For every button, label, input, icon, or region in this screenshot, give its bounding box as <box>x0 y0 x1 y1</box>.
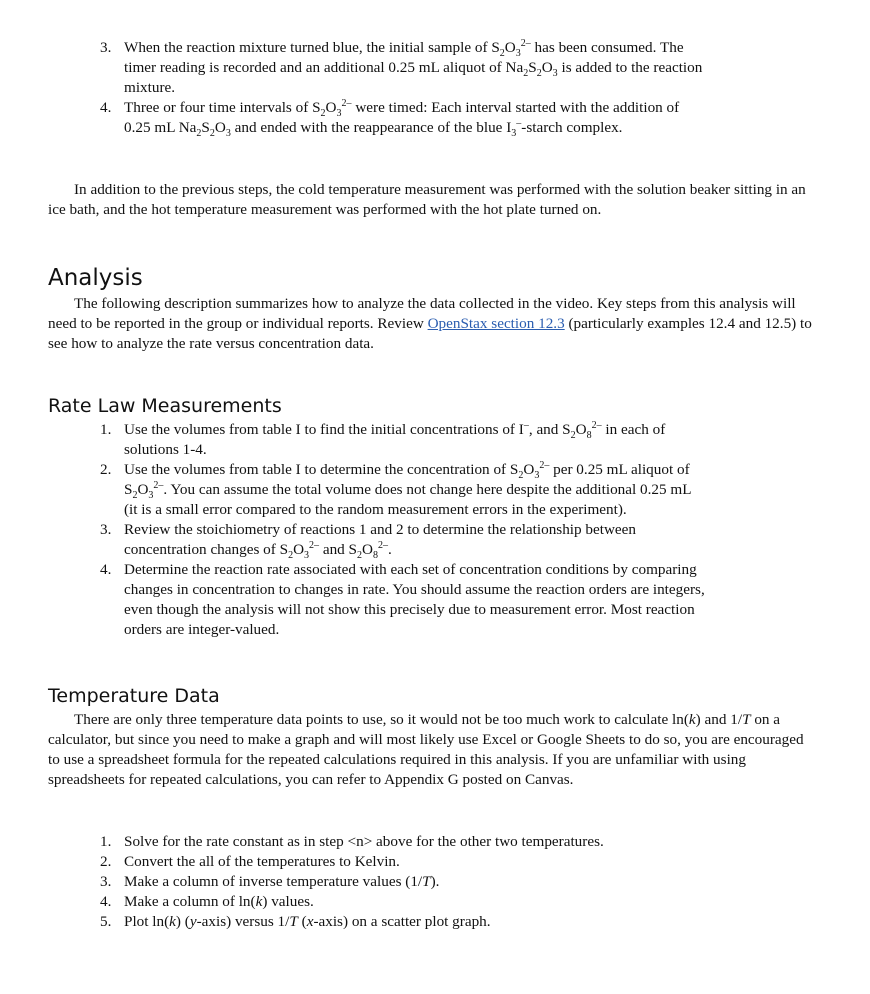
list-number: 2. <box>100 853 112 870</box>
list-number: 2. <box>100 461 112 478</box>
step-text: Solve for the rate constant as in step <n> above for the other two temperatures. <box>124 833 604 850</box>
step-text: Determine the reaction rate associated with each set of concentration conditions by comparing changes in concentration to changes in rate. You should assume the reaction orders are integers, even though the analysis will not show this precisely due to measurement error. Most reaction orders are integer-valued. <box>124 561 705 638</box>
step-text: When the reaction mixture turned blue, the initial sample of $S_2O_3^{2-}$ has been consumed. The timer reading is recorded and an additional 0.25 mL aliquot of $Na_2S_2O_3$ is added to the reaction mixture. <box>124 37 703 96</box>
list-number: 4. <box>100 99 112 116</box>
rate-law-heading: Rate Law Measurements <box>48 395 282 417</box>
step-text: Three or four time intervals of $S_2O_3^{2-}$ were timed: Each interval started with the addition of 0.25 mL $Na_2S_2O_3$ and ended with the reappearance of the blue $I_3^-$-starch complex. <box>124 97 680 140</box>
list-number: 5. <box>100 913 112 930</box>
temperature-step-3 <box>0 872 770 892</box>
rate-law-step-3 <box>0 520 770 560</box>
list-number: 1. <box>100 421 112 438</box>
list-number: 1. <box>100 833 112 850</box>
temperature-step-5 <box>0 912 770 932</box>
rate-law-step-1 <box>0 420 770 460</box>
step-text: Use the volumes from table I to find the initial concentrations of I–, and $S_2O_8^{2-}$ in each of solutions 1-4. <box>124 419 666 458</box>
step-text: Review the stoichiometry of reactions 1 and 2 to determine the relationship between concentration changes of $S_2O_3^{2-}$ and $S_2O_8^{2-}$. <box>124 521 636 562</box>
step-text: Plot ln(k) (y-axis) versus 1/T (x-axis) on a scatter plot graph. <box>124 913 491 930</box>
list-number: 3. <box>100 39 112 56</box>
procedure-list <box>0 38 770 138</box>
step-text: Convert the all of the temperatures to Kelvin. <box>124 853 400 870</box>
temperature-paragraph: There are only three temperature data points to use, so it would not be too much work to calculate ln(k) and 1/T on a calculator, but since you need to make a graph and will most likely use Excel or Google Sheets to do so, you are encouraged to use a spreadsheet formula for the repeated calculations required in this analysis. If you are unfamiliar with using spreadsheets for repeated calculations, you can refer to Appendix G posted on Canvas. <box>48 711 804 788</box>
step-text: Make a column of ln(k) values. <box>124 893 314 910</box>
rate-law-list <box>0 420 770 640</box>
analysis-heading: Analysis <box>48 265 143 291</box>
step-text: Make a column of inverse temperature values (1/T). <box>124 873 440 890</box>
intro-paragraph: In addition to the previous steps, the cold temperature measurement was performed with the solution beaker sitting in an ice bath, and the hot temperature measurement was performed with the hot plate turned on. <box>48 181 806 218</box>
list-number: 3. <box>100 521 112 538</box>
temperature-step-2 <box>0 852 770 872</box>
list-number: 4. <box>100 561 112 578</box>
step-text: Use the volumes from table I to determine the concentration of $S_2O_3^{2-}$ per 0.25 mL aliquot of $S_2O_3^{2-}$. You can assume the total volume does not change here despite the additional 0.25 mL (it is a small error compared to the random measurement errors in the experiment). <box>124 459 691 518</box>
rate-law-step-2 <box>0 460 770 520</box>
openstax-link[interactable]: OpenStax section 12.3 <box>427 315 565 332</box>
temperature-heading: Temperature Data <box>48 685 220 707</box>
temperature-step-4 <box>0 892 770 912</box>
temperature-step-1 <box>0 832 770 852</box>
list-number: 3. <box>100 873 112 890</box>
list-number: 4. <box>100 893 112 910</box>
procedure-step-4 <box>0 98 770 138</box>
analysis-paragraph: The following description summarizes how to analyze the data collected in the video. Key steps from this analysis will need to be reported in the group or individual reports. Review OpenStax section 12.3 (particularly examples 12.4 and 12.5) to see how to analyze the rate versus concentration data. <box>48 295 812 352</box>
rate-law-step-4 <box>0 560 770 640</box>
procedure-step-3 <box>0 38 770 98</box>
temperature-list <box>0 832 770 932</box>
